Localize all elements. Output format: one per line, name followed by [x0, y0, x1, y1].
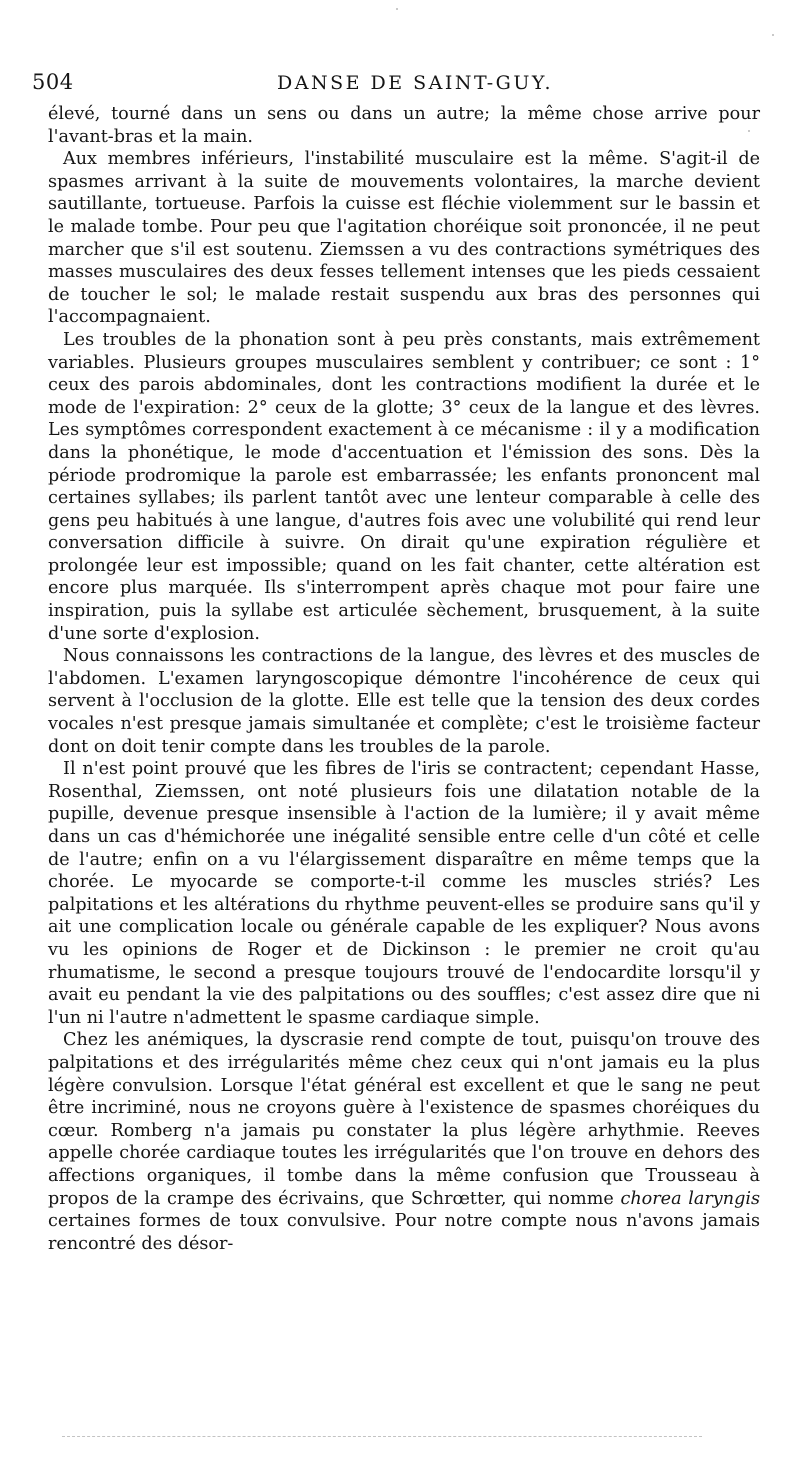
paragraph-lower-limbs: Aux membres inférieurs, l'instabilité musculaire est la même. S'agit-il de spasmes arrivant à la suite de mouvements volontaires, la marche devient sautillante, tortueuse. Parfois la cuisse est fléchie violemment sur le bassin et le malade tombe. Pour peu que l'agitation choréique soit prononcée, il ne peut marcher que s'il est soutenu. Ziemssen a vu des contractions symétriques des masses musculaires des deux fesses tellement intenses que les pieds cessaient de toucher le sol; le malade restait suspendu aux bras des personnes qui l'accompagnaient.	[48, 149, 760, 328]
body-text	[48, 103, 760, 1255]
running-head	[32, 70, 732, 100]
page-number: 504	[32, 70, 74, 94]
italic-term: chorea laryngis	[620, 1188, 760, 1209]
running-title: DANSE DE SAINT-GUY.	[277, 72, 553, 94]
scan-speck	[396, 8, 398, 10]
paragraph-phonation: Les troubles de la phonation sont à peu près constants, mais extrêmement variables. Plusieurs groupes musculaires semblent y contribuer; ce sont : 1° ceux des parois abdominales, dont les contractions modifient la durée et le mode de l'expiration: 2° ceux de la glotte; 3° ceux de la langue et des lèvres. Les symptômes correspondent exactement à ce mécanisme : il y a modification dans la phonétique, le mode d'accentuation et l'émission des sons. Dès la période prodromique la parole est embarrassée; les enfants prononcent mal certaines syllabes; ils parlent tantôt avec une lenteur comparable à celle des gens peu habitués à une langue, d'autres fois avec une volubilité qui rend leur conversation difficile à suivre. On dirait qu'une expiration régulière et prolongée leur est impossible; quand on les fait chanter, cette altération est encore plus marquée. Ils s'interrompent après chaque mot pour faire une inspiration, puis la syllabe est articulée sèchement, brusquement, à la suite d'une sorte d'explosion.	[48, 329, 760, 644]
scan-speck	[748, 130, 750, 132]
paragraph-larynx: Nous connaissons les contractions de la langue, des lèvres et des muscles de l'abdomen. L'examen laryngoscopique démontre l'incohérence de ceux qui servent à l'occlusion de la glotte. Elle est telle que la tension des deux cordes vocales n'est presque jamais simultanée et complète; c'est le troisième facteur dont on doit tenir compte dans les troubles de la parole.	[48, 646, 760, 757]
paragraph-iris-heart: Il n'est point prouvé que les fibres de l'iris se contractent; cependant Hasse, Rosenthal, Ziemssen, ont noté plusieurs fois une dilatation notable de la pupille, devenue presque insensible à l'action de la lumière; il y avait même dans un cas d'hémichorée une inégalité sensible entre celle d'un côté et celle de l'autre; enfin on a vu l'élargissement disparaître en même temps que la chorée. Le myocarde se comporte-t-il comme les muscles striés? Les palpitations et les altérations du rhythme peuvent-elles se produire sans qu'il y ait une complication locale ou générale capable de les expliquer? Nous avons vu les opinions de Roger et de Dickinson : le premier ne croit qu'au rhumatisme, le second a presque toujours trouvé de l'endocardite lorsqu'il y avait eu pendant la vie des palpitations ou des souffles; c'est assez dire que ni l'un ni l'autre n'admettent le spasme cardiaque simple.	[48, 759, 760, 1028]
anemia-text-start: Chez les anémiques, la dyscrasie rend compte de tout, puisqu'on trouve des palpitations et des irrégularités même chez ceux qui n'ont jamais eu la plus légère convulsion. Lorsque l'état général est excellent et que le sang ne peut être incriminé, nous ne croyons guère à l'existence de spasmes choréiques du cœur. Romberg n'a jamais pu constater la plus légère arhythmie. Reeves appelle chorée cardiaque toutes les irrégularités que l'on trouve en dehors des affections organiques, il tombe dans la même confusion que Trousseau à propos de la crampe des écrivains, que Schrœtter, qui nomme	[48, 1030, 760, 1209]
scan-speck	[772, 34, 774, 36]
bottom-rule	[62, 1436, 702, 1437]
paragraph-continued: élevé, tourné dans un sens ou dans un autre; la même chose arrive pour l'avant-bras et la main.	[48, 104, 760, 147]
anemia-text-end: certaines formes de toux convulsive. Pour notre compte nous n'avons jamais rencontré des désor-	[48, 1211, 760, 1254]
paragraph-anemia	[48, 1029, 760, 1255]
